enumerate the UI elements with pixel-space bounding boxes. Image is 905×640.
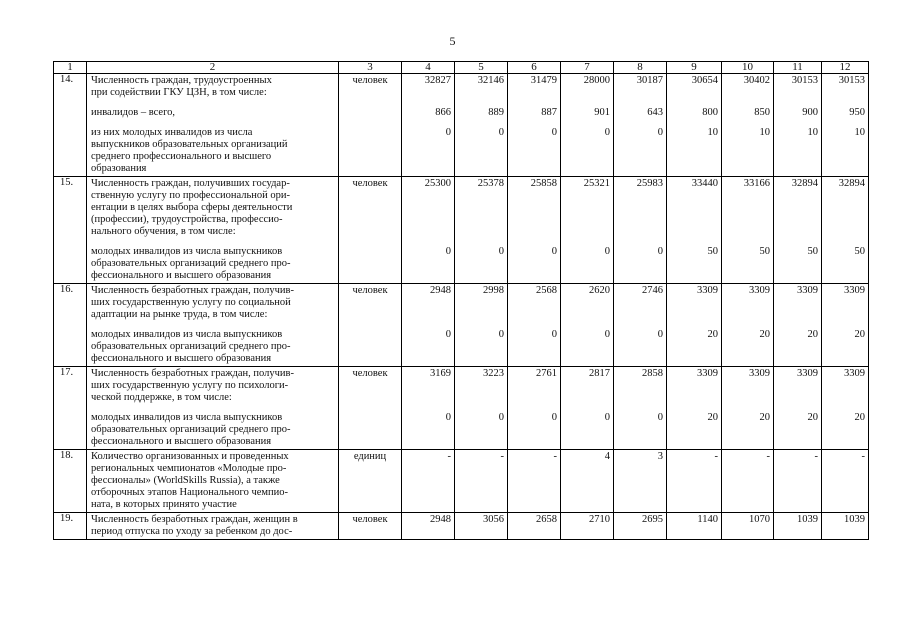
sub-value-block (402, 412, 451, 424)
value-cell (822, 367, 869, 450)
sub-value-block (822, 127, 865, 139)
value: 32827 (424, 75, 451, 86)
column-header: 4 (402, 62, 455, 74)
value: 31479 (530, 75, 557, 86)
value: 1140 (697, 514, 718, 525)
value: 28000 (583, 75, 610, 86)
unit-of-measure: человек (339, 177, 402, 284)
page-number: 5 (449, 34, 456, 48)
value-cell (667, 177, 722, 284)
column-header: 10 (722, 62, 774, 74)
row-number: 19. (54, 513, 87, 540)
description-line: период отпуска по уходу за ребенком до дос- (91, 526, 293, 537)
description-line: ших государственную услугу по социальной (91, 297, 291, 308)
unit-of-measure: человек (339, 513, 402, 540)
sub-value-block (774, 246, 818, 258)
value-cell (667, 450, 722, 513)
value-cell (667, 513, 722, 540)
sub-value-block (822, 329, 865, 341)
value: 25378 (477, 178, 504, 189)
value-cell (614, 513, 667, 540)
column-number-header (54, 62, 869, 74)
value: 2620 (589, 285, 610, 296)
value: - (766, 451, 770, 462)
value: 3309 (749, 368, 770, 379)
row-number: 18. (54, 450, 87, 513)
value: 25321 (583, 178, 610, 189)
sub-value-block (722, 246, 770, 258)
value: 3223 (483, 368, 504, 379)
value: 30402 (743, 75, 770, 86)
sub-value: 901 (594, 107, 610, 118)
value-cell (774, 450, 822, 513)
indicator-description (87, 284, 339, 367)
sub-indicator-line: молодых инвалидов из числа выпускников (91, 412, 283, 423)
value-cell (722, 284, 774, 367)
value-cell (667, 284, 722, 367)
sub-value-block (614, 412, 663, 424)
sub-value-block (667, 107, 718, 119)
sub-value: 889 (488, 107, 504, 118)
sub-value-block (561, 329, 610, 341)
sub-value-block (614, 329, 663, 341)
sub-indicator-line: выпускников образовательных организаций (91, 139, 288, 150)
sub-value-block (561, 127, 610, 139)
sub-value-block (402, 246, 451, 258)
sub-indicator-line: фессионального и высшего образования (91, 353, 272, 364)
column-header: 9 (667, 62, 722, 74)
sub-value-block (774, 412, 818, 424)
value-cell (561, 513, 614, 540)
description-line: Численность безработных граждан, получив- (91, 285, 294, 296)
sub-value-block (561, 246, 610, 258)
column-header: 12 (822, 62, 869, 74)
value: 3309 (697, 368, 718, 379)
value: 25300 (424, 178, 451, 189)
value-cell (402, 450, 455, 513)
value-cell (822, 450, 869, 513)
value: - (814, 451, 818, 462)
sub-value: 850 (754, 107, 770, 118)
value-cell (561, 74, 614, 177)
value-cell (614, 367, 667, 450)
value-cell (508, 450, 561, 513)
value-cell (455, 284, 508, 367)
value-cell (508, 513, 561, 540)
value: 2695 (642, 514, 663, 525)
value: 1070 (749, 514, 770, 525)
sub-value: 0 (604, 412, 610, 423)
value: 3309 (749, 285, 770, 296)
sub-value-block (455, 127, 504, 139)
value-cell (614, 450, 667, 513)
sub-value-block (508, 246, 557, 258)
sub-value-block (614, 127, 663, 139)
column-header: 11 (774, 62, 822, 74)
value-cell (455, 450, 508, 513)
sub-value: 20 (707, 329, 718, 340)
sub-value: 10 (707, 127, 718, 138)
value-cell (774, 74, 822, 177)
sub-value-block (722, 127, 770, 139)
description-line: отборочных этапов Национального чемпио- (91, 487, 289, 498)
sub-value-block (774, 329, 818, 341)
sub-value-block (614, 246, 663, 258)
sub-value: 50 (854, 246, 865, 257)
sub-value: 10 (807, 127, 818, 138)
sub-value: 0 (657, 329, 663, 340)
value: 25858 (530, 178, 557, 189)
sub-indicator-line: из них молодых инвалидов из числа (91, 127, 253, 138)
value-cell (561, 367, 614, 450)
description-line: ната, в которых принято участие (91, 499, 237, 510)
value-cell (667, 74, 722, 177)
value-cell (822, 74, 869, 177)
value: 1039 (797, 514, 818, 525)
value: - (500, 451, 504, 462)
table-row (54, 284, 869, 367)
value: 32146 (477, 75, 504, 86)
sub-value-block (722, 107, 770, 119)
sub-value: 0 (551, 329, 557, 340)
value: 3309 (697, 285, 718, 296)
value-cell (722, 450, 774, 513)
value-cell (455, 367, 508, 450)
sub-value-block (722, 329, 770, 341)
value-cell (402, 284, 455, 367)
sub-value-block (822, 412, 865, 424)
table-row (54, 513, 869, 540)
value-cell (822, 513, 869, 540)
value-cell (508, 177, 561, 284)
description-line: Численность безработных граждан, женщин в (91, 514, 298, 525)
value-cell (455, 513, 508, 540)
sub-value-block (508, 127, 557, 139)
sub-value: 20 (807, 412, 818, 423)
value-cell (614, 74, 667, 177)
sub-value-block (722, 412, 770, 424)
value: 3 (657, 451, 663, 462)
value-cell (614, 177, 667, 284)
value: 25983 (636, 178, 663, 189)
sub-value: 0 (657, 127, 663, 138)
value-cell (455, 177, 508, 284)
value: 3309 (797, 368, 818, 379)
value-cell (667, 367, 722, 450)
indicator-description (87, 177, 339, 284)
sub-value: 0 (551, 412, 557, 423)
sub-value: 20 (707, 412, 718, 423)
sub-value: 0 (604, 127, 610, 138)
column-header: 6 (508, 62, 561, 74)
sub-value: 50 (807, 246, 818, 257)
table-row (54, 74, 869, 177)
value: 3169 (430, 368, 451, 379)
value: 30187 (636, 75, 663, 86)
value: 3309 (844, 368, 865, 379)
sub-indicator (91, 127, 334, 175)
sub-value: 20 (854, 412, 865, 423)
value-cell (774, 177, 822, 284)
value-cell (561, 177, 614, 284)
sub-value: 0 (445, 246, 451, 257)
description-line: адаптации на рынке труда, в том числе: (91, 309, 268, 320)
sub-value: 0 (498, 329, 504, 340)
indicators-table (53, 61, 869, 540)
column-header: 3 (339, 62, 402, 74)
indicator-description (87, 513, 339, 540)
value: 33440 (691, 178, 718, 189)
column-header: 7 (561, 62, 614, 74)
sub-value: 900 (802, 107, 818, 118)
description-line: (профессии), трудоустройства, профессио- (91, 214, 283, 225)
sub-indicator (91, 412, 334, 448)
value-cell (722, 513, 774, 540)
value: - (553, 451, 557, 462)
sub-indicator-line: фессионального и высшего образования (91, 270, 272, 281)
sub-value: 0 (604, 246, 610, 257)
indicator-description (87, 450, 339, 513)
value: 2948 (430, 285, 451, 296)
sub-indicator-line: инвалидов – всего, (91, 107, 175, 118)
value-cell (402, 367, 455, 450)
sub-value-block (402, 329, 451, 341)
value-cell (561, 284, 614, 367)
sub-value: 950 (849, 107, 865, 118)
sub-value: 20 (759, 329, 770, 340)
description-line: ческой поддержке, в том числе: (91, 392, 232, 403)
value: 30654 (691, 75, 718, 86)
table-row (54, 367, 869, 450)
sub-value-block (667, 329, 718, 341)
sub-value-block (402, 107, 451, 119)
sub-value-block (614, 107, 663, 119)
sub-value-block (561, 107, 610, 119)
value: 3309 (844, 285, 865, 296)
value-cell (822, 284, 869, 367)
sub-value: 0 (604, 329, 610, 340)
column-header: 8 (614, 62, 667, 74)
sub-value-block (508, 329, 557, 341)
unit-of-measure: человек (339, 74, 402, 177)
sub-indicator-line: образовательных организаций среднего про- (91, 424, 291, 435)
sub-value: 10 (759, 127, 770, 138)
value: 2948 (430, 514, 451, 525)
sub-value-block (508, 412, 557, 424)
table-row (54, 177, 869, 284)
value: 2998 (483, 285, 504, 296)
description-line: ентации в целях выбора сферы деятельности (91, 202, 293, 213)
value-cell (561, 450, 614, 513)
value: - (447, 451, 451, 462)
unit-of-measure: единиц (339, 450, 402, 513)
value-cell (774, 513, 822, 540)
description-line: фессионалы» (WorldSkills Russia), а также (91, 475, 280, 486)
sub-value: 0 (657, 412, 663, 423)
sub-value: 643 (647, 107, 663, 118)
value: 2817 (589, 368, 610, 379)
description-line: Численность граждан, трудоустроенных (91, 75, 272, 86)
value-cell (402, 177, 455, 284)
sub-value-block (822, 107, 865, 119)
indicator-description (87, 367, 339, 450)
value-cell (508, 284, 561, 367)
row-number: 17. (54, 367, 87, 450)
sub-value: 0 (498, 412, 504, 423)
sub-value: 0 (445, 412, 451, 423)
sub-value: 0 (498, 246, 504, 257)
value-cell (822, 177, 869, 284)
sub-value: 800 (702, 107, 718, 118)
value: 1039 (844, 514, 865, 525)
column-header: 2 (87, 62, 339, 74)
value-cell (614, 284, 667, 367)
value: 2761 (536, 368, 557, 379)
sub-indicator-line: молодых инвалидов из числа выпускников (91, 329, 283, 340)
sub-value: 0 (445, 329, 451, 340)
sub-indicator-line: образовательных организаций среднего про- (91, 258, 291, 269)
sub-value-block (455, 246, 504, 258)
description-line: нального обучения, в том числе: (91, 226, 236, 237)
unit-of-measure: человек (339, 367, 402, 450)
value-cell (402, 513, 455, 540)
sub-value-block (667, 127, 718, 139)
sub-indicator-line: образовательных организаций среднего про- (91, 341, 291, 352)
sub-value: 10 (854, 127, 865, 138)
sub-value: 50 (759, 246, 770, 257)
value: - (861, 451, 865, 462)
value-cell (722, 367, 774, 450)
sub-value: 20 (807, 329, 818, 340)
sub-indicator-line: образования (91, 163, 147, 174)
sub-indicator-line: среднего профессионального и высшего (91, 151, 272, 162)
value-cell (402, 74, 455, 177)
sub-value: 0 (551, 246, 557, 257)
value-cell (722, 74, 774, 177)
value: - (714, 451, 718, 462)
sub-value-block (667, 412, 718, 424)
unit-of-measure: человек (339, 284, 402, 367)
sub-value-block (455, 329, 504, 341)
value-cell (774, 284, 822, 367)
value-cell (455, 74, 508, 177)
value: 3309 (797, 285, 818, 296)
sub-indicator (91, 329, 334, 365)
value: 30153 (838, 75, 865, 86)
value: 2568 (536, 285, 557, 296)
sub-value-block (774, 107, 818, 119)
description-line: региональных чемпионатов «Молодые про- (91, 463, 287, 474)
sub-value: 887 (541, 107, 557, 118)
sub-value-block (561, 412, 610, 424)
sub-indicator-line: молодых инвалидов из числа выпускников (91, 246, 283, 257)
value: 2858 (642, 368, 663, 379)
table-row (54, 450, 869, 513)
indicator-description (87, 74, 339, 177)
sub-value-block (402, 127, 451, 139)
value: 2658 (536, 514, 557, 525)
sub-indicator (91, 246, 334, 282)
description-line: ших государственную услугу по психологи- (91, 380, 289, 391)
value: 33166 (743, 178, 770, 189)
column-header: 5 (455, 62, 508, 74)
sub-value: 0 (445, 127, 451, 138)
value: 4 (604, 451, 610, 462)
value: 2710 (589, 514, 610, 525)
sub-value: 20 (854, 329, 865, 340)
sub-value: 50 (707, 246, 718, 257)
description-line: при содействии ГКУ ЦЗН, в том числе: (91, 87, 267, 98)
value-cell (774, 367, 822, 450)
column-header: 1 (54, 62, 87, 74)
sub-value-block (822, 246, 865, 258)
value-cell (508, 367, 561, 450)
description-line: Количество организованных и проведенных (91, 451, 289, 462)
value-cell (722, 177, 774, 284)
value-cell (508, 74, 561, 177)
sub-value-block (455, 107, 504, 119)
row-number: 15. (54, 177, 87, 284)
sub-value-block (667, 246, 718, 258)
sub-value: 866 (435, 107, 451, 118)
description-line: Численность граждан, получивших государ- (91, 178, 290, 189)
sub-indicator (91, 107, 334, 119)
value: 32894 (838, 178, 865, 189)
table-body (54, 74, 869, 540)
sub-value-block (508, 107, 557, 119)
row-number: 14. (54, 74, 87, 177)
sub-indicator-line: фессионального и высшего образования (91, 436, 272, 447)
sub-value: 0 (657, 246, 663, 257)
description-line: Численность безработных граждан, получив- (91, 368, 294, 379)
sub-value: 0 (551, 127, 557, 138)
sub-value: 0 (498, 127, 504, 138)
description-line: ственную услугу по профессиональной ори- (91, 190, 291, 201)
value: 2746 (642, 285, 663, 296)
row-number: 16. (54, 284, 87, 367)
sub-value-block (774, 127, 818, 139)
value: 3056 (483, 514, 504, 525)
sub-value-block (455, 412, 504, 424)
sub-value: 20 (759, 412, 770, 423)
value: 30153 (791, 75, 818, 86)
value: 32894 (791, 178, 818, 189)
